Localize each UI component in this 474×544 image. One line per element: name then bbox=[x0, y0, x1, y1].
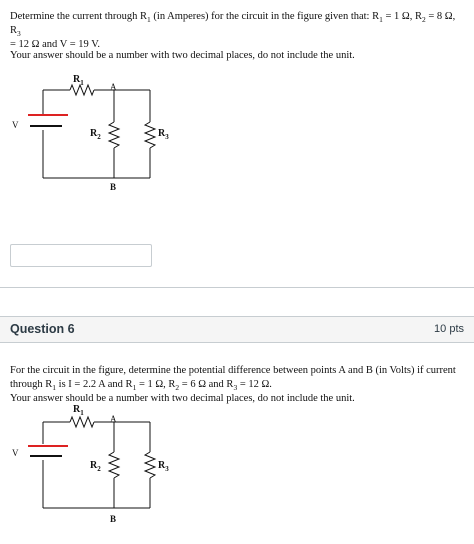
label-r3 bbox=[158, 460, 169, 473]
q5-text-part: Determine the current through R bbox=[10, 11, 148, 22]
q6-text-part: = 12 Ω. bbox=[237, 379, 272, 390]
q5-sub: 1 bbox=[147, 15, 151, 25]
q5-sub: 3 bbox=[17, 29, 21, 39]
q6-text-part: For the circuit in the figure, determine the potential difference between points A and B (in Volts) if current bbox=[10, 365, 456, 376]
q5-text-part: (in Amperes) for the circuit in the figure given that: R bbox=[150, 11, 380, 22]
q5-text-part: = 8 Ω, R bbox=[10, 11, 456, 36]
question-5-text bbox=[10, 10, 466, 52]
label-r1-sub: 1 bbox=[80, 409, 84, 417]
resistor-r2 bbox=[109, 452, 119, 478]
q5-sub: 1 bbox=[379, 15, 383, 25]
label-b: B bbox=[110, 514, 117, 524]
question-6-header bbox=[0, 316, 474, 343]
q5-text-part: = 1 Ω, R bbox=[382, 11, 422, 22]
circuit-diagram-q5 bbox=[0, 68, 200, 198]
label-v: V bbox=[12, 448, 19, 458]
label-r1-letter: R bbox=[73, 404, 81, 415]
label-r3-sub: 3 bbox=[165, 133, 169, 141]
label-r1-letter: R bbox=[73, 74, 81, 85]
q6-instruction: Your answer should be a number with two decimal places, do not include the unit. bbox=[10, 393, 355, 404]
resistor-r2 bbox=[109, 122, 119, 148]
label-r2-letter: R bbox=[90, 128, 98, 139]
label-r2-sub: 2 bbox=[97, 133, 101, 141]
q6-sub: 1 bbox=[52, 383, 57, 393]
question-5-instruction: Your answer should be a number with two decimal places, do not include the unit. bbox=[10, 50, 355, 61]
answer-input-q5[interactable] bbox=[10, 244, 152, 267]
label-r3-letter: R bbox=[158, 128, 166, 139]
question-divider bbox=[0, 287, 474, 288]
resistor-r3 bbox=[145, 122, 155, 148]
circuit-diagram-q6 bbox=[0, 398, 200, 528]
label-r1 bbox=[73, 404, 84, 417]
q5-sub: 2 bbox=[421, 15, 426, 25]
resistor-r1 bbox=[70, 417, 94, 427]
label-a: A bbox=[110, 82, 117, 92]
label-v: V bbox=[12, 120, 19, 130]
label-r1-sub: 1 bbox=[80, 79, 84, 87]
q6-text-part: through R bbox=[10, 379, 53, 390]
label-r2 bbox=[90, 460, 101, 473]
label-r2 bbox=[90, 128, 101, 141]
q6-sub: 1 bbox=[132, 383, 137, 393]
q5-text-part: = 12 Ω and V = 19 V. bbox=[10, 39, 101, 50]
q6-text-part: = 1 Ω, R bbox=[136, 379, 176, 390]
label-r2-letter: R bbox=[90, 460, 98, 471]
q6-text-part: = 6 Ω and R bbox=[179, 379, 234, 390]
q6-text-part: is I = 2.2 A and R bbox=[56, 379, 133, 390]
q6-sub: 2 bbox=[175, 383, 180, 393]
label-r2-sub: 2 bbox=[97, 465, 101, 473]
label-r3-sub: 3 bbox=[165, 465, 169, 473]
question-6-title: Question 6 bbox=[10, 322, 75, 336]
resistor-r3 bbox=[145, 452, 155, 478]
label-b: B bbox=[110, 182, 117, 192]
label-a: A bbox=[110, 414, 117, 424]
q6-sub: 3 bbox=[233, 383, 238, 393]
label-r3 bbox=[158, 128, 169, 141]
label-r1 bbox=[73, 74, 84, 87]
question-6-points: 10 pts bbox=[434, 323, 464, 335]
label-r3-letter: R bbox=[158, 460, 166, 471]
